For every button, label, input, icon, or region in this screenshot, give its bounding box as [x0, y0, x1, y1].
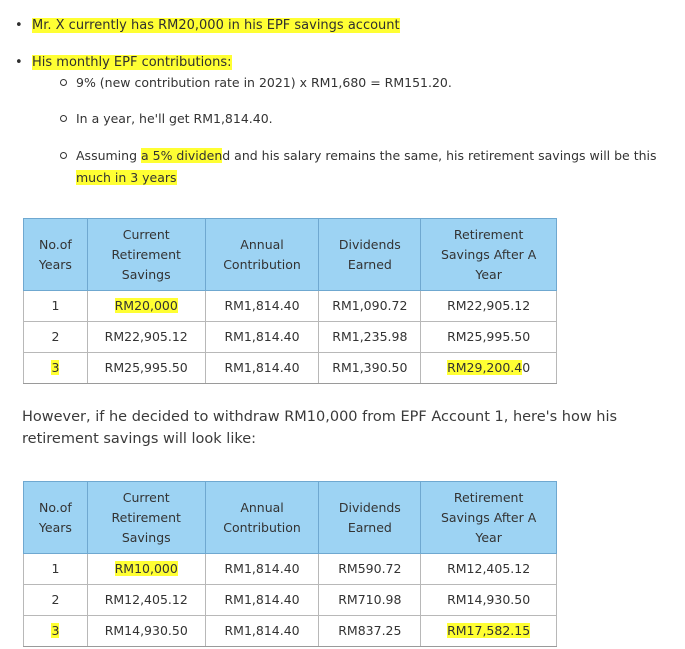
bullet-current-savings	[15, 17, 400, 35]
sub-bullet-dot	[60, 152, 67, 159]
cell-current: RM12,405.12	[87, 585, 205, 616]
bullet-monthly-contributions	[15, 54, 232, 72]
cell-current: RM20,000	[87, 291, 205, 322]
cell-year: 1	[24, 554, 88, 585]
header-dividends: Dividends Earned	[319, 482, 421, 554]
header-current: Current Retirement Savings	[87, 219, 205, 291]
header-current: Current Retirement Savings	[87, 482, 205, 554]
cell-after: RM17,582.15	[421, 616, 557, 647]
sub-bullet-dividend	[76, 145, 676, 189]
header-years: No.of Years	[24, 482, 88, 554]
cell-annual: RM1,814.40	[205, 322, 319, 353]
header-annual: Annual Contribution	[205, 219, 319, 291]
sub-bullet-text: In a year, he'll get RM1,814.40.	[76, 111, 273, 126]
bullet-dot: •	[15, 55, 23, 70]
paragraph-line-1: However, if he decided to withdraw RM10,000 from EPF Account 1, here's how his	[22, 409, 618, 425]
bullet-text: Mr. X currently has RM20,000 in his EPF savings account	[32, 18, 400, 33]
savings-table-2	[23, 481, 557, 647]
cell-annual: RM1,814.40	[205, 554, 319, 585]
header-annual: Annual Contribution	[205, 482, 319, 554]
cell-year: 3	[24, 353, 88, 384]
sub-bullet-rate	[76, 72, 452, 94]
table-row	[24, 322, 557, 353]
sub-bullet-dot	[60, 115, 67, 122]
table-row	[24, 616, 557, 647]
cell-year: 3	[24, 616, 88, 647]
header-years: No.of Years	[24, 219, 88, 291]
sub-bullet-highlight-2: much in 3 years	[76, 170, 177, 185]
cell-dividends: RM1,235.98	[319, 322, 421, 353]
sub-bullet-text: 9% (new contribution rate in 2021) x RM1,680 = RM151.20.	[76, 75, 452, 90]
cell-after: RM14,930.50	[421, 585, 557, 616]
withdraw-paragraph	[22, 406, 617, 450]
cell-after: RM22,905.12	[421, 291, 557, 322]
sub-bullet-text-b: d and his salary remains the same, his retirement savings will be this	[222, 148, 657, 163]
cell-dividends: RM1,090.72	[319, 291, 421, 322]
cell-annual: RM1,814.40	[205, 616, 319, 647]
sub-bullet-text-a: Assuming	[76, 148, 141, 163]
cell-year: 2	[24, 585, 88, 616]
cell-annual: RM1,814.40	[205, 353, 319, 384]
table-row	[24, 353, 557, 384]
cell-current: RM14,930.50	[87, 616, 205, 647]
savings-table-1	[23, 218, 557, 384]
sub-bullet-highlight: a 5% dividen	[140, 148, 223, 163]
cell-current: RM22,905.12	[87, 322, 205, 353]
bullet-dot: •	[15, 18, 23, 33]
cell-current: RM10,000	[87, 554, 205, 585]
table-row	[24, 554, 557, 585]
sub-bullet-year	[76, 108, 273, 130]
cell-after: RM12,405.12	[421, 554, 557, 585]
table-row	[24, 291, 557, 322]
table-header-row	[24, 219, 557, 291]
cell-after: RM29,200.40	[421, 353, 557, 384]
cell-dividends: RM710.98	[319, 585, 421, 616]
cell-annual: RM1,814.40	[205, 291, 319, 322]
cell-after: RM25,995.50	[421, 322, 557, 353]
header-dividends: Dividends Earned	[319, 219, 421, 291]
cell-year: 1	[24, 291, 88, 322]
cell-annual: RM1,814.40	[205, 585, 319, 616]
cell-dividends: RM1,390.50	[319, 353, 421, 384]
bullet-text: His monthly EPF contributions:	[32, 55, 232, 70]
sub-bullet-dot	[60, 79, 67, 86]
cell-dividends: RM590.72	[319, 554, 421, 585]
table-row	[24, 585, 557, 616]
table-header-row	[24, 482, 557, 554]
cell-current: RM25,995.50	[87, 353, 205, 384]
header-retirement: Retirement Savings After A Year	[421, 219, 557, 291]
header-retirement: Retirement Savings After A Year	[421, 482, 557, 554]
cell-year: 2	[24, 322, 88, 353]
paragraph-line-2: retirement savings will look like:	[22, 431, 257, 447]
cell-dividends: RM837.25	[319, 616, 421, 647]
